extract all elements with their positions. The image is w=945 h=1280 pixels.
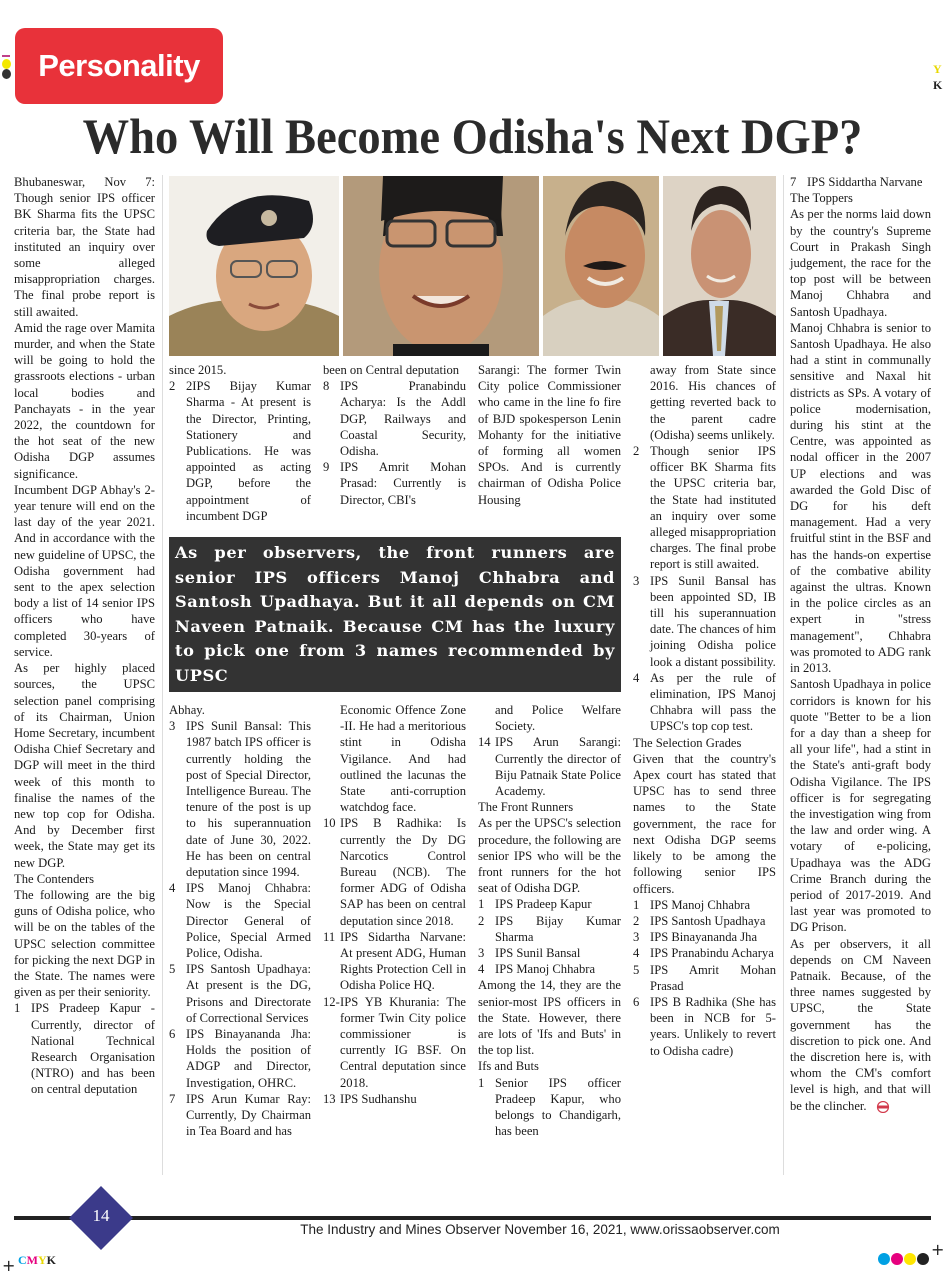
paragraph: away from State since 2016. His chances of getting reverted back to the parent cadre (Odisha) seems unlikely. (650, 363, 776, 442)
list-item: 1 Senior IPS officer Pradeep Kapur, who belongs to Chandigarh, has been (478, 1075, 621, 1139)
officer-portrait-icon (543, 176, 659, 356)
article-column-6 (790, 174, 931, 1114)
list-item: 5 IPS Santosh Upadhaya: At present is the DG, Prisons and Directorate of Correctional Services (169, 962, 311, 1025)
article-column-1 (14, 174, 155, 1098)
crop-mark-bottom-left: + (2, 1256, 16, 1275)
list-item: 7 IPS Siddartha Narvane (790, 175, 923, 189)
list-item: 6 IPS B Radhika (She has been in NCB for 5-years. Unlikely to revert to Odisha cadre) (633, 994, 776, 1058)
officer-portrait-icon (169, 176, 339, 356)
paragraph: Sarangi: The former Twin City police Commissioner who came in the line fo fire of BJD spokesperson Lenin Mohanty for the initiative of forming all women SPOs. And is currently chairman of Odisha Police Housing (478, 363, 621, 507)
list-item: 2 IPS Bijay Kumar Sharma (478, 913, 621, 944)
paragraph: As per the UPSC's selection procedure, the following are senior IPS who will be the front runners for the hot seat of Odisha DGP. (478, 816, 621, 896)
subheading-contenders: The Contenders (14, 871, 95, 886)
cmyk-label: CMYK (18, 1253, 57, 1267)
paragraph: since 2015. (169, 363, 227, 377)
article-column-5 (633, 362, 776, 1059)
list-item: 5 IPS Amrit Mohan Prasad (633, 962, 776, 993)
article-column-2-bottom (169, 702, 311, 1139)
subheading-selection-grades: The Selection Grades (633, 735, 742, 750)
page-number: 14 (92, 1206, 110, 1225)
registration-letter-y: Y (933, 62, 942, 76)
officer-portrait-icon (663, 176, 776, 356)
list-item: 14 IPS Arun Sarangi: Currently the director of Biju Patnaik State Police Academy. (478, 735, 621, 799)
paragraph: Given that the country's Apex court has stated that UPSC has to send three names to the State government, the race for next Odisha DGP seems likely to be among the following senior IPS officers. (633, 751, 776, 896)
paragraph: Economic Offence Zone -II. He had a meritorious stint in Odisha Vigilance. And had outlined the lacunas the State anti-corruption watchdog face. (340, 703, 466, 815)
subheading-front-runners: The Front Runners (478, 800, 574, 815)
article-column-4-bottom (478, 702, 621, 1139)
list-item: 4 IPS Pranabindu Acharya (633, 946, 774, 961)
list-item: 8 IPS Pranabindu Acharya: Is the Addl DGP, Railways and Coastal Security, Odisha. (323, 379, 466, 459)
page-number-badge (69, 1186, 133, 1250)
headline: Who Will Become Odisha's Next DGP? (82, 108, 863, 164)
list-item: 3 IPS Sunil Bansal has been appointed SD, IB till his superannuation date. The chances of him joining Odisha police look a distant possibility. (633, 573, 777, 669)
paragraph: Abhay. (169, 703, 205, 717)
paragraph: Amid the rage over Mamita murder, and when the State will be going to hold the grassroots elections - urban local bodies and Panchayats - in the year 2022, the countdown for the hot seat of the new Odisha DGP assumes significance. (14, 320, 155, 481)
officer-photo-2 (343, 176, 539, 356)
list-item: 10 IPS B Radhika: Is currently the Dy DG Narcotics Control Bureau (NCB). The former ADG of Odisha SAP has been on central deputation since 2018. (323, 816, 466, 928)
paragraph: been on Central deputation (323, 363, 460, 377)
officer-portrait-icon (343, 176, 539, 356)
list-item: 13 IPS Sudhanshu (323, 1091, 417, 1106)
list-item: 3 IPS Sunil Bansal: This 1987 batch IPS officer is currently holding the post of Special Director, Intelligence Bureau. The tenure of the post is up to his superannuation date of June 30, 2022. He has been on central deputation since 1994. (169, 719, 311, 880)
officer-photos (169, 176, 776, 356)
list-item: 2 IPS Santosh Upadhaya (633, 913, 766, 928)
end-of-article-icon (876, 1101, 890, 1113)
registration-dots-bottom-right (878, 1253, 929, 1265)
list-item: 9 IPS Amrit Mohan Prasad: Currently is Director, CBI's (323, 460, 466, 507)
pull-quote: As per observers, the front runners are senior IPS officers Manoj Chhabra and Santosh Upadhaya. But it all depends on CM Naveen Patnaik. Because CM has the luxury to pick one from 3 names recommended by UPSC (169, 537, 621, 692)
paragraph: Among the 14, they are the senior-most IPS officers in the State. However, there are lots of 'Ifs and Buts' in the top list. (478, 978, 621, 1058)
paragraph: Incumbent DGP Abhay's 2-year tenure will end on the last day of the year 2021. And in accordance with the new guideline of UPSC, the Odisha government had sent to the apex selection body a list of 14 senior IPS officers who have completed 30-years of service. (14, 482, 155, 659)
paragraph: The following are the big guns of Odisha police, who will be on the tables of the UPSC selection committee for picking the next DGP in the State. The names were given as per their seniority. (14, 887, 155, 1000)
list-item: 2 2IPS Bijay Kumar Sharma - At present is the Director, Printing, Stationery and Publications. He was appointed as acting DGP, before the appointment of incumbent DGP (169, 379, 311, 523)
paragraph: Manoj Chhabra is senior to Santosh Upadhaya. He also had a stint in communally sensitive and Naxal hit districts as SPs. A votary of police modernisation, during his stint at the Centre, was appointed as nodal officer in the 2007 UP elections and was awarded the Gold Disc of DG for his deft management. Had a very fruitful stint in the BSF and has the hands-on expertise of the combative ability against the ultras. Known in the police circles as an expert in "stress management", Chhabra was promoted to ADG rank in 2013. (790, 320, 931, 676)
registration-dots-left (2, 55, 12, 79)
footer-credit: The Industry and Mines Observer November 16, 2021, www.orissaobserver.com (300, 1222, 780, 1237)
column-divider (162, 175, 163, 1175)
officer-photo-4 (663, 176, 776, 356)
list-item: 4 IPS Manoj Chhabra (478, 962, 596, 977)
closing-text: As per observers, it all depends on CM Naveen Patnaik. Because, of the three names suggested by UPSC, the State government has the discretion to pick one. And the discretion here is, with whom the CM's comfort level is high, and that will be the clincher. (790, 936, 931, 1113)
list-item: 7 IPS Arun Kumar Ray: Currently, Dy Chairman in Tea Board and has (169, 1091, 311, 1139)
list-item: 1 IPS Manoj Chhabra (633, 897, 751, 912)
registration-letter-k: K (933, 78, 943, 92)
crop-mark-bottom-right: + (931, 1240, 945, 1259)
paragraph: As per highly placed sources, the UPSC selection panel comprising of its Chairman, Union Home Secretary, incumbent Odisha Chief Secretary and DGP will meet in the third week of this month to finalise the names of the new top cop for Odisha. And by December first week, the State may get its new DGP. (14, 661, 155, 870)
list-item: 3 IPS Binayananda Jha (633, 930, 758, 945)
list-item: 2 Though senior IPS officer BK Sharma fits the UPSC criteria bar, the State had instituted an inquiry over some alleged misappropriation charges. The final probe report is still awaited. (633, 444, 776, 572)
column-divider (783, 175, 784, 1175)
list-item: 4 IPS Manoj Chhabra: Now is the Special Director General of Police, Special Armed Police, Odisha. (169, 881, 311, 961)
subheading-toppers: The Toppers (790, 191, 853, 206)
officer-photo-1 (169, 176, 339, 356)
list-item: 11 IPS Sidartha Narvane: At present ADG, Human Rights Protection Cell in Odisha Police HQ. (323, 929, 466, 993)
paragraph: As per the norms laid down by the country's Supreme Court in Prakash Singh judgement, the race for the top post will be between Manoj Chhabra and Santosh Upadhaya. (790, 207, 931, 319)
article-column-3-bottom (323, 702, 466, 1107)
officer-photo-3 (543, 176, 659, 356)
paragraph: Santosh Upadhaya in police corridors is known for his quote "Better to be a lion for a day than a sheep for all your life", had a stint in the State's anti-graft body Odisha Vigilance. The IPS officer is for segregating the investigation wing from the law and order wing. A votary of e-policing, Upadhaya was the ADG Crime Branch during the period of 2017-2019. And last year was promoted to DG Prison. (790, 677, 931, 935)
paragraph: and Police Welfare Society. (495, 703, 621, 734)
footer-rule (14, 1216, 931, 1220)
article-column-4-top (478, 362, 621, 508)
list-item: 4 As per the rule of elimination, IPS Manoj Chhabra will pass the UPSC's top cop test. (633, 670, 776, 734)
list-item: 6 IPS Binayananda Jha: Holds the position of ADGP and Director, Investigation, OHRC. (169, 1027, 311, 1090)
article-column-2-top (169, 362, 311, 524)
list-item: 1 IPS Pradeep Kapur (478, 897, 592, 912)
paragraph: Bhubaneswar, Nov 7: Though senior IPS officer BK Sharma fits the UPSC criteria bar, the State had instituted an inquiry over some alleged misappropriation charges. The final probe report is still awaited. (14, 175, 155, 319)
subheading-ifs-and-buts: Ifs and Buts (478, 1059, 539, 1074)
list-item: 12- IPS YB Khurania: The former Twin City police commissioner is currently IG BSF. On Central deputation since 2018. (323, 994, 466, 1090)
section-tag: Personality (15, 28, 223, 104)
article-column-3-top (323, 362, 466, 508)
list-item: 1 IPS Pradeep Kapur - Currently, director of National Technical Research Organisation (NTRO) and has been on central deputation (14, 1001, 155, 1097)
paragraph (790, 936, 931, 1114)
list-item: 3 IPS Sunil Bansal (478, 946, 581, 961)
